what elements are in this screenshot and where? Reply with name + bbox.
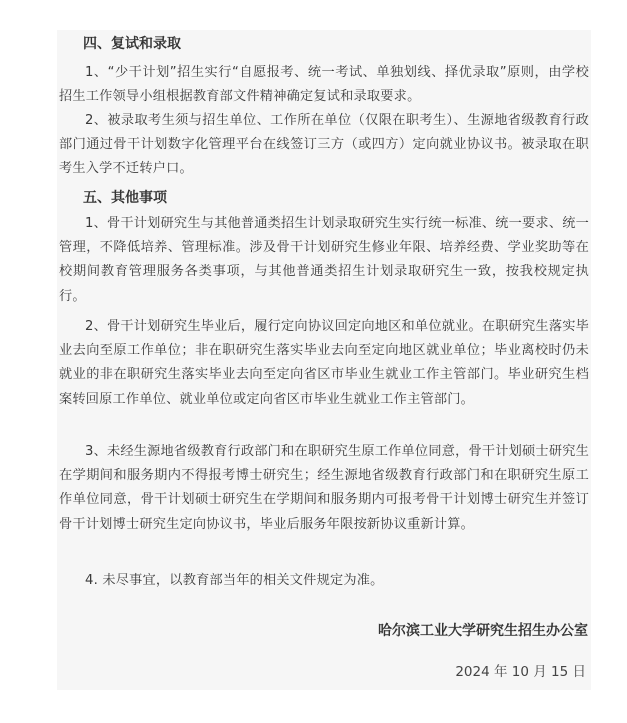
paragraph-4-2: 2、被录取考生须与招生单位、工作所在单位（仅限在职考生）、生源地省级教育行政部门通过骨干计划数字化管理平台在线签订三方（或四方）定向就业协议书。被录取在职考生入学不迁转户口。: [59, 113, 589, 177]
paragraph-5-4: 4. 未尽事宜，以教育部当年的相关文件规定为准。: [85, 573, 384, 588]
office-signature: 哈尔滨工业大学研究生招生办公室: [378, 623, 588, 639]
section-heading-5: 五、其他事项: [83, 190, 167, 206]
paragraph-5-1: 1、骨干计划研究生与其他普通类招生计划录取研究生实行统一标准、统一要求、统一管理，不降低培养、管理标准。涉及骨干计划研究生修业年限、培养经费、学业奖助等在校期间教育管理服务各类事项，与其他普通类招生计划录取研究生一致，按我校规定执行。: [59, 216, 589, 304]
paragraph-5-2: 2、骨干计划研究生毕业后，履行定向协议回定向地区和单位就业。在职研究生落实毕业去向至原工作单位；非在职研究生落实毕业去向至定向地区就业单位；毕业离校时仍未就业的非在职研究生落实毕业去向至定向省区市毕业生就业工作主管部门。毕业研究生档案转回原工作单位、就业单位或定向省区市毕业生就业工作主管部门。: [59, 319, 589, 407]
paragraph-5-3: 3、未经生源地省级教育行政部门和在职研究生原工作单位同意，骨干计划硕士研究生在学期间和服务期内不得报考博士研究生；经生源地省级教育行政部门和在职研究生原工作单位同意，骨干计划硕士研究生在学期间和服务期内可报考骨干计划博士研究生并签订骨干计划博士研究生定向协议书，毕业后服务年限按新协议重新计算。: [59, 444, 589, 532]
paragraph-4-1: 1、“少干计划”招生实行“自愿报考、统一考试、单独划线、择优录取”原则，由学校招生工作领导小组根据教育部文件精神确定复试和录取要求。: [59, 65, 589, 105]
section-heading-4: 四、复试和录取: [83, 36, 181, 52]
issue-date: 2024 年 10 月 15 日: [455, 664, 586, 680]
